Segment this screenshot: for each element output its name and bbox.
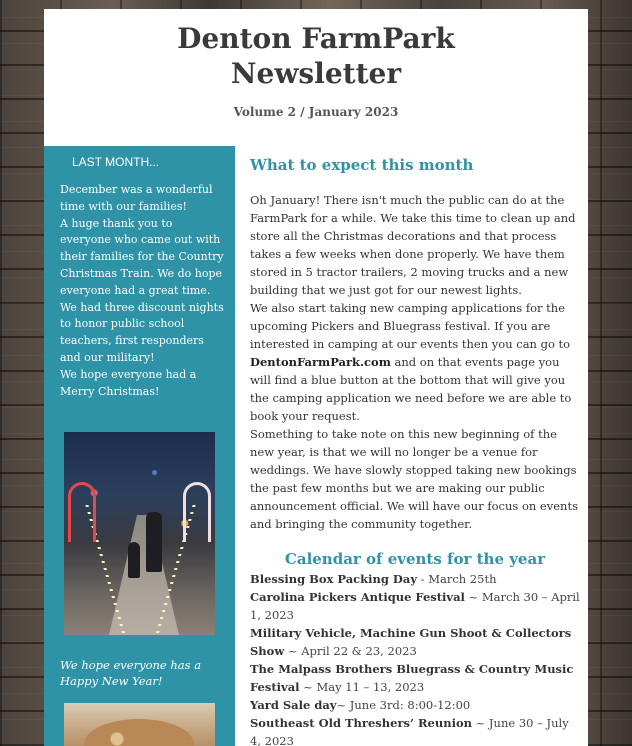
sidebar-line: We had three discount nights to honor public school teachers, first responders and our military!	[60, 300, 224, 364]
event-date: ~ March 30 – April 1, 2023	[250, 590, 580, 622]
baked-bread-photo	[64, 703, 215, 746]
photo-loaf-shape	[84, 719, 194, 746]
paragraph-text: We also start taking new camping applications for the upcoming Pickers and Bluegrass festival. If you are interested in camping at our events then you can go to	[250, 301, 571, 351]
christmas-lights-photo	[64, 432, 215, 635]
event-name: Carolina Pickers Antique Festival	[250, 590, 465, 604]
photo-person-adult	[146, 512, 162, 572]
paragraph-text: and on that events page you will find a blue button at the bottom that will give you the camping application we need before we are able to book your request.	[250, 355, 572, 423]
title-line-1: Denton FarmPark	[177, 22, 455, 55]
article-body	[250, 191, 580, 533]
event-item	[250, 714, 580, 746]
sidebar-line: We hope everyone had a Merry Christmas!	[60, 367, 197, 398]
sidebar-line: A huge thank you to everyone who came out with their families for the Country Christmas Train. We do hope everyone had a great time.	[60, 216, 224, 297]
event-date: ~ May 11 – 13, 2023	[299, 680, 425, 694]
website-link[interactable]: DentonFarmPark.com	[250, 355, 391, 369]
event-item	[250, 660, 580, 696]
article-paragraph: Oh January! There isn't much the public can do at the FarmPark for a while. We take this time to clean up and store all the Christmas decorations and that process takes a few weeks when done properly. We have them stored in 5 tractor trailers, 2 moving trucks and a new building that we just got for our newest lights.	[250, 193, 576, 297]
sidebar-text	[44, 182, 235, 400]
volume-date: Volume 2 / January 2023	[233, 105, 399, 119]
newsletter-page	[44, 9, 588, 746]
photo-person-child	[128, 542, 140, 578]
event-item	[250, 570, 580, 588]
photo-caption: We hope everyone has a Happy New Year!	[60, 658, 202, 688]
events-list	[250, 570, 580, 746]
event-date: ~ June 30 – July 4, 2023	[250, 716, 569, 746]
event-item	[250, 696, 580, 714]
event-name: Blessing Box Packing Day	[250, 572, 418, 586]
section-heading-this-month: What to expect this month	[250, 156, 474, 174]
event-item	[250, 588, 580, 624]
calendar-heading: Calendar of events for the year	[284, 550, 546, 568]
event-date: ~ April 22 & 23, 2023	[284, 644, 417, 658]
event-name: Military Vehicle, Machine Gun Shoot & Collectors Show	[250, 626, 572, 658]
article-paragraph	[250, 299, 580, 425]
sidebar-last-month	[44, 146, 235, 746]
sidebar-line: December was a wonderful time with our families!	[60, 183, 213, 213]
main-column	[250, 146, 580, 746]
newsletter-title	[44, 21, 588, 91]
event-name: Southeast Old Threshers’ Reunion	[250, 716, 472, 730]
article-paragraph: Something to take note on this new beginning of the new year, is that we will no longer be a venue for weddings. We have slowly stopped taking new bookings the past few months but we are making our public announcement official. We will have our focus on events and bringing the community together.	[250, 427, 578, 531]
masthead	[44, 9, 588, 146]
event-date: ~ June 3rd: 8:00-12:00	[336, 698, 471, 712]
event-item	[250, 624, 580, 660]
photo-light-arch	[68, 482, 96, 542]
event-name: Yard Sale day	[250, 698, 337, 712]
event-name: The Malpass Brothers Bluegrass & Country Music Festival	[250, 662, 574, 694]
photo-light-arch	[183, 482, 211, 542]
title-line-2: Newsletter	[230, 57, 402, 90]
event-date: - March 25th	[417, 572, 497, 586]
sidebar-heading: LAST MONTH...	[72, 155, 160, 169]
